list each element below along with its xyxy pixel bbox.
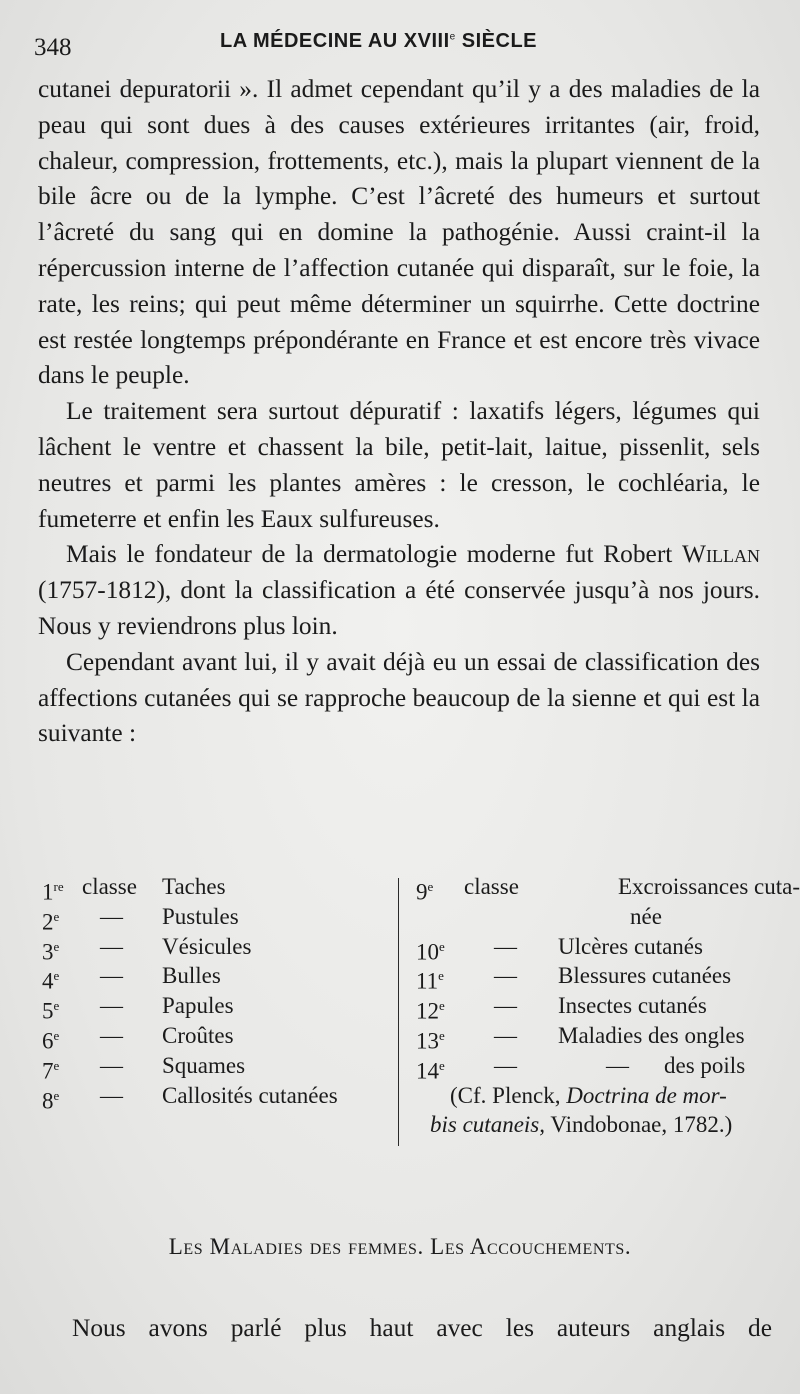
class-number-sup: e xyxy=(438,968,444,984)
running-title-sup: e xyxy=(449,31,456,43)
classification-table xyxy=(42,872,800,1152)
paragraph-3 xyxy=(38,537,760,644)
ditto-dash: — xyxy=(494,963,517,989)
class-name: Vésicules xyxy=(162,933,252,959)
paragraph-4: Cependant avant lui, il y avait déjà eu un essai de classification des affections cutanées qui se rapproche beaucoup de la sienne et qui est la suivante : xyxy=(38,647,760,748)
class-name: Insectes cutanés xyxy=(558,993,707,1019)
class-name: des poils xyxy=(664,1052,746,1078)
class-number-sup: e xyxy=(439,938,445,954)
class-number-sup: e xyxy=(53,968,60,984)
ditto-dash: — xyxy=(100,963,123,989)
page-number: 348 xyxy=(34,34,72,61)
class-name: Maladies des ongles xyxy=(558,1022,745,1048)
running-title-end: SIÈCLE xyxy=(455,30,538,52)
citation-title-2: bis cutaneis, xyxy=(430,1112,545,1138)
ditto-dash: — xyxy=(100,933,123,959)
citation-title-1: Doctrina de mor- xyxy=(566,1082,727,1108)
class-name: Blessures cutanées xyxy=(558,963,732,989)
class-row-12 xyxy=(406,991,768,1024)
class-label: classe xyxy=(464,874,519,899)
class-number-sup: re xyxy=(53,879,64,894)
class-number-sup: e xyxy=(53,908,60,924)
class-row-1 xyxy=(42,872,392,905)
class-number-sup: e xyxy=(439,1057,445,1073)
paragraph-3-start: Mais le fondateur de la dermatologie moderne fut Robert xyxy=(66,540,673,569)
ditto-dash: — xyxy=(100,1022,123,1048)
class-number: 5 xyxy=(42,998,54,1024)
class-number: 6 xyxy=(42,1028,54,1054)
class-name: Pustules xyxy=(162,903,239,929)
class-number: 2 xyxy=(42,909,54,935)
ditto-dash: — xyxy=(100,1052,123,1078)
class-number: 11 xyxy=(416,969,439,995)
running-title-main: LA MÉDECINE AU XVIII xyxy=(220,30,450,52)
class-number-sup: e xyxy=(53,1027,60,1043)
ditto-dash: — xyxy=(494,1052,517,1078)
class-row-7 xyxy=(42,1051,392,1084)
citation-line-2 xyxy=(406,1110,768,1140)
class-number-sup: e xyxy=(439,1027,445,1043)
class-number: 9 xyxy=(416,879,428,905)
citation-open: (Cf. Plenck, xyxy=(450,1082,567,1108)
class-number-sup: e xyxy=(439,998,445,1014)
class-name: Ulcères cutanés xyxy=(558,933,703,959)
ditto-dash: — xyxy=(494,1022,517,1048)
class-number: 7 xyxy=(42,1058,54,1084)
class-name: Papules xyxy=(162,993,234,1019)
class-name: Croûtes xyxy=(162,1022,234,1048)
class-name: Bulles xyxy=(162,963,221,989)
ditto-dash: — xyxy=(494,933,517,959)
class-row-11 xyxy=(406,961,768,995)
class-name: Taches xyxy=(162,874,226,899)
class-number: 14 xyxy=(416,1058,439,1084)
class-number-sup: e xyxy=(53,1087,60,1103)
ditto-dash: — xyxy=(100,903,123,929)
classification-right-column xyxy=(406,872,800,1140)
class-row-10 xyxy=(406,932,768,965)
class-number: 3 xyxy=(42,939,54,965)
citation-line-1 xyxy=(406,1081,768,1111)
class-row-3 xyxy=(42,932,392,965)
class-row-9 xyxy=(406,872,800,905)
class-number-sup: e xyxy=(427,879,434,894)
ditto-dash: — xyxy=(100,1082,123,1108)
author-name-willan: Willan xyxy=(682,540,760,569)
class-number: 13 xyxy=(416,1028,439,1054)
class-name: Squames xyxy=(162,1052,246,1078)
class-number: 10 xyxy=(416,939,439,965)
ditto-dash: — xyxy=(494,993,517,1019)
class-number: 12 xyxy=(416,998,439,1024)
class-row-8 xyxy=(42,1081,392,1114)
class-name-continuation: née xyxy=(630,903,662,929)
citation-end: Vindobonae, 1782.) xyxy=(545,1112,733,1138)
class-name: Callosités cutanées xyxy=(162,1082,338,1108)
class-row-5 xyxy=(42,991,392,1024)
body-text xyxy=(38,72,760,752)
paragraph-2: Le traitement sera surtout dépuratif : laxatifs légers, légumes qui lâchent le ventre et chassent la bile, petit-lait, laitue, pissenlit, sels neutres et parmi les plantes amères : le cresson, le cochléaria, le fumeterre et enfin les Eaux sulfureuses. xyxy=(38,397,760,533)
running-header xyxy=(34,26,774,62)
class-number-sup: e xyxy=(53,998,60,1014)
class-row-14 xyxy=(406,1051,768,1084)
column-divider xyxy=(398,878,399,1146)
class-number: 4 xyxy=(42,969,54,995)
class-label: classe xyxy=(82,874,137,899)
paragraph-3-end: (1757-1812), dont la classification a été conservée jusqu’à nos jours. Nous y reviendrons plus loin. xyxy=(38,576,760,640)
class-row-4 xyxy=(42,961,392,995)
class-row-9-continuation xyxy=(406,902,768,932)
classification-left-column xyxy=(42,872,392,1114)
class-row-6 xyxy=(42,1021,392,1054)
class-name: Excroissances cuta- xyxy=(618,874,800,899)
class-number-sup: e xyxy=(53,1057,60,1073)
ditto-dash-2: — xyxy=(606,1052,629,1078)
section-heading: Les Maladies des femmes. Les Accouchements. xyxy=(168,1234,632,1259)
running-title xyxy=(220,30,537,53)
class-row-2 xyxy=(42,902,392,935)
class-row-13 xyxy=(406,1021,768,1054)
class-number: 8 xyxy=(42,1088,54,1114)
paragraph-1: cutanei depuratorii ». Il admet cependant qu’il y a des maladies de la peau qui sont dues à des causes extérieures irritantes (air, froid, chaleur, compression, frottements, etc.), mais la plupart viennent de la bile âcre ou de la lymphe. C’est l’âcreté des humeurs et surtout l’âcreté du sang qui en domine la pathogénie. Aussi craint-il la répercussion interne de l’affection cutanée qui disparaît, sur le foie, la rate, les reins; qui peut même déterminer un squirrhe. Cette doctrine est restée longtemps prépondérante en France et est encore très vivace dans le peuple. xyxy=(38,75,760,390)
class-number-sup: e xyxy=(53,938,60,954)
class-number: 1 xyxy=(42,879,54,905)
paragraph-5-start: Nous avons parlé plus haut avec les auteurs anglais de xyxy=(72,1314,772,1342)
ditto-dash: — xyxy=(100,993,123,1019)
